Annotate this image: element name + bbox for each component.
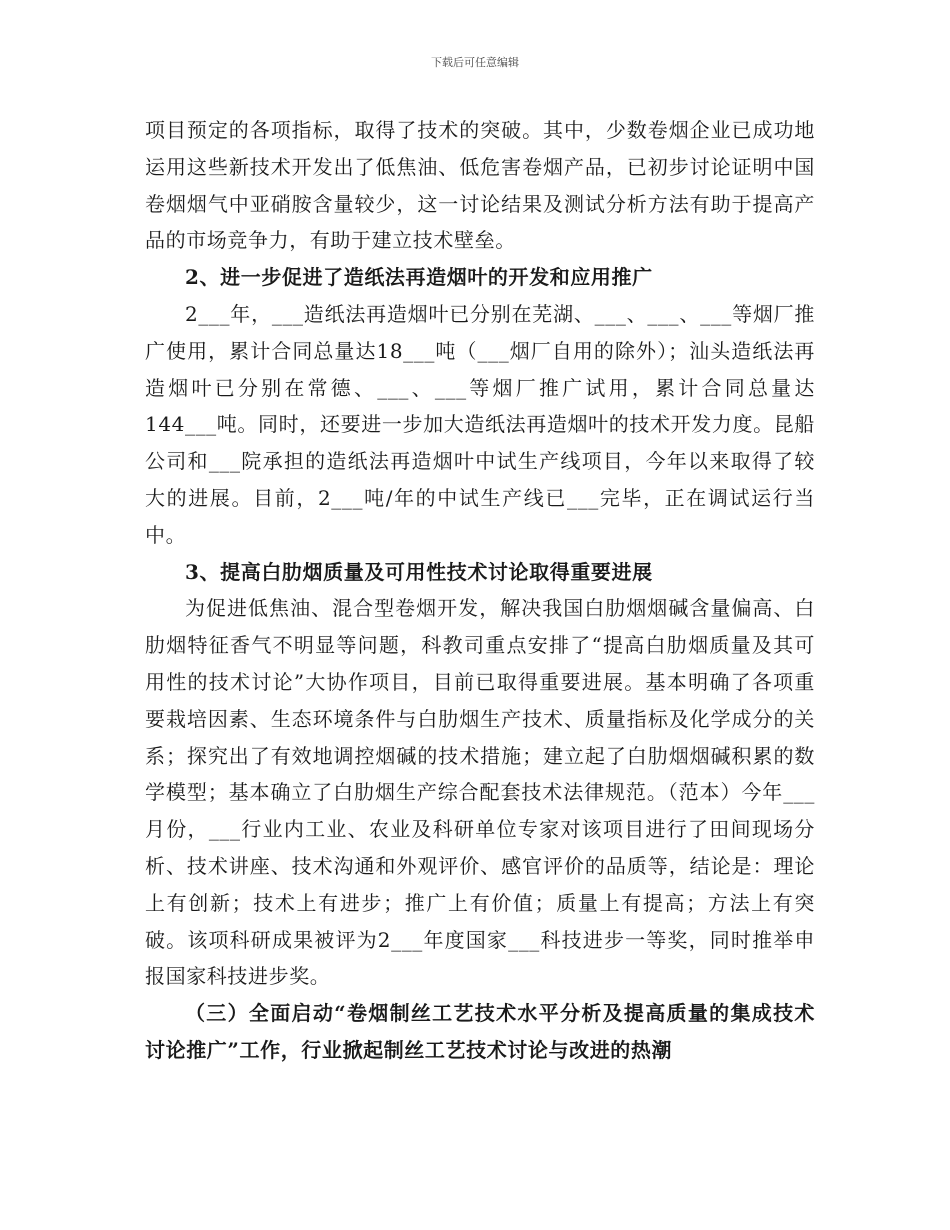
document-body [145, 112, 815, 1069]
page-header: 下载后可任意编辑 [431, 56, 519, 69]
paragraph-reconstituted-tobacco: 2___年，___造纸法再造烟叶已分别在芜湖、___、___、___等烟厂推广使用，累计合同总量达18___吨（___烟厂自用的除外）；汕头造纸法再造烟叶已分别在常德、___、___等烟厂推广试用，累计合同总量达144___吨。同时，还要进一步加大造纸法再造烟叶的技术开发力度。昆船公司和___院承担的造纸法再造烟叶中试生产线项目，今年以来取得了较大的进展。目前，2___吨/年的中试生产线已___完毕，正在调试运行当中。 [145, 301, 815, 547]
paragraph-continuation: 项目预定的各项指标，取得了技术的突破。其中，少数卷烟企业已成功地运用这些新技术开发出了低焦油、低危害卷烟产品，已初步讨论证明中国卷烟烟气中亚硝胺含量较少，这一讨论结果及测试分析方法有助于提高产品的市场竞争力，有助于建立技术壁垒。 [145, 118, 815, 253]
paragraph-burley-tobacco: 为促进低焦油、混合型卷烟开发，解决我国白肋烟烟碱含量偏高、白肋烟特征香气不明显等问题，科教司重点安排了“提高白肋烟质量及其可用性的技术讨论”大协作项目，目前已取得重要进展。基本明确了各项重要栽培因素、生态环境条件与白肋烟生产技术、质量指标及化学成分的关系；探究出了有效地调控烟碱的技术措施；建立起了白肋烟烟碱积累的数学模型；基本确立了白肋烟生产综合配套技术法律规范。（范本）今年___月份，___行业内工业、农业及科研单位专家对该项目进行了田间现场分析、技术讲座、技术沟通和外观评价、感官评价的品质等，结论是：理论上有创新；技术上有进步；推广上有价值；质量上有提高；方法上有突破。该项科研成果被评为2___年度国家___科技进步一等奖，同时推举申报国家科技进步奖。 [145, 596, 815, 989]
section-heading-3: 3、提高白肋烟质量及可用性技术讨论取得重要进展 [185, 559, 653, 584]
section-heading-2: 2、进一步促进了造纸法再造烟叶的开发和应用推广 [185, 265, 653, 290]
section-heading-part-3: （三）全面启动“卷烟制丝工艺技术水平分析及提高质量的集成技术讨论推广”工作，行业掀起制丝工艺技术讨论与改进的热潮 [145, 1001, 815, 1062]
